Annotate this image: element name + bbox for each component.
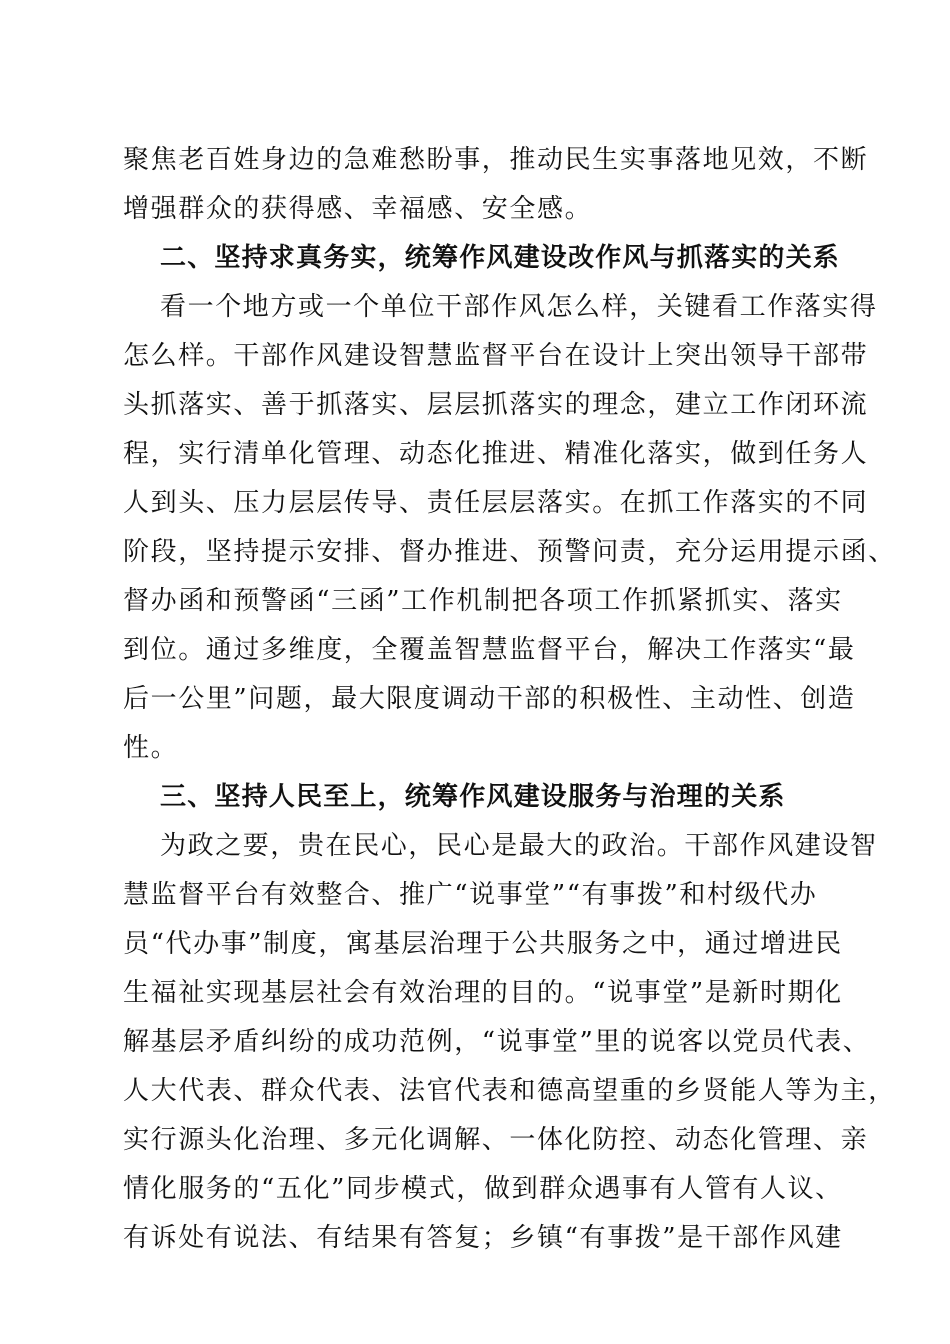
body-text-line: 头抓落实、善于抓落实、层层抓落实的理念，建立工作闭环流 xyxy=(123,390,869,420)
body-text-line: 增强群众的获得感、幸福感、安全感。 xyxy=(123,194,593,224)
body-text-line: 实行源头化治理、多元化调解、一体化防控、动态化管理、亲 xyxy=(123,1125,869,1155)
body-text-line: 聚焦老百姓身边的急难愁盼事，推动民生实事落地见效，不断 xyxy=(123,145,869,175)
body-text-line: 解基层矛盾纠纷的成功范例，“说事堂”里的说客以党员代表、 xyxy=(123,1027,871,1057)
body-text-line: 性。 xyxy=(123,733,179,763)
body-text-line: 生福祉实现基层社会有效治理的目的。“说事堂”是新时期化 xyxy=(123,978,843,1008)
body-text-line: 督办函和预警函“三函”工作机制把各项工作抓紧抓实、落实 xyxy=(123,586,843,616)
body-text-line: 阶段，坚持提示安排、督办推进、预警问责，充分运用提示函、 xyxy=(123,537,896,567)
section-heading-2: 二、坚持求真务实，统筹作风建设改作风与抓落实的关系 xyxy=(160,243,841,273)
body-text-line: 后一公里”问题，最大限度调动干部的积极性、主动性、创造 xyxy=(123,684,856,714)
body-text-line: 人大代表、群众代表、法官代表和德高望重的乡贤能人等为主， xyxy=(123,1076,896,1106)
body-text-line: 慧监督平台有效整合、推广“说事堂”“有事拨”和村级代办 xyxy=(123,880,818,910)
body-text-line: 情化服务的“五化”同步模式，做到群众遇事有人管有人议、 xyxy=(123,1174,843,1204)
body-text-line: 看一个地方或一个单位干部作风怎么样，关键看工作落实得 xyxy=(160,292,878,322)
body-text-line: 到位。通过多维度，全覆盖智慧监督平台，解决工作落实“最 xyxy=(123,635,856,665)
section-heading-3: 三、坚持人民至上，统筹作风建设服务与治理的关系 xyxy=(160,782,786,812)
body-text-line: 员“代办事”制度，寓基层治理于公共服务之中，通过增进民 xyxy=(123,929,843,959)
body-text-line: 程，实行清单化管理、动态化推进、精准化落实，做到任务人 xyxy=(123,439,869,469)
body-text-line: 有诉处有说法、有结果有答复；乡镇“有事拨”是干部作风建 xyxy=(123,1223,843,1253)
body-text-line: 人到头、压力层层传导、责任层层落实。在抓工作落实的不同 xyxy=(123,488,869,518)
body-text-line: 怎么样。干部作风建设智慧监督平台在设计上突出领导干部带 xyxy=(123,341,869,371)
body-text-line: 为政之要，贵在民心，民心是最大的政治。干部作风建设智 xyxy=(160,831,878,861)
